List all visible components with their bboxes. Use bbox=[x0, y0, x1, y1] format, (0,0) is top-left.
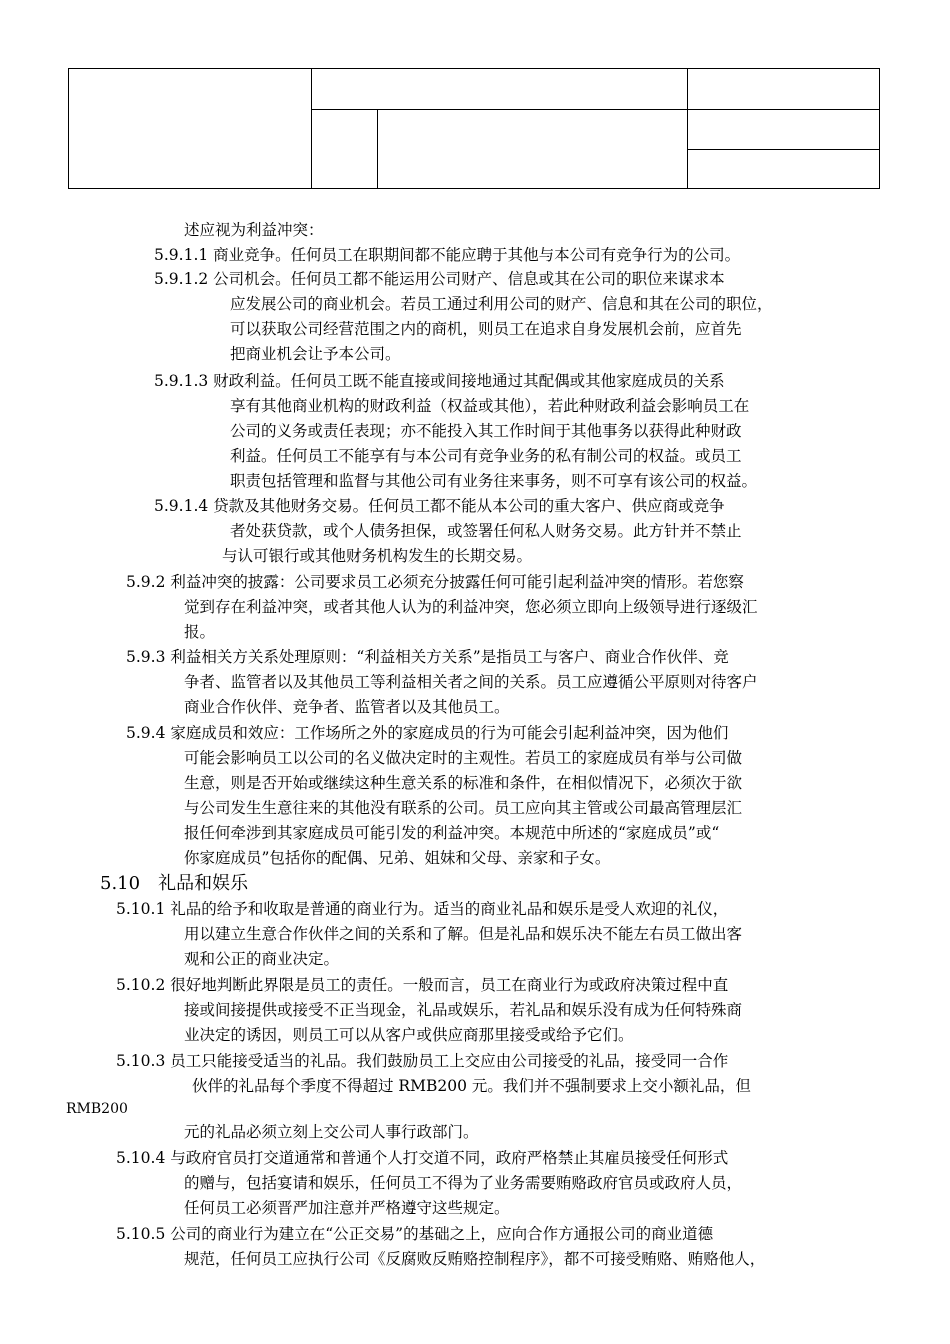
text-line: 觉到存在利益冲突，或者其他人认为的利益冲突，您必须立即向上级领导进行逐级汇 bbox=[184, 598, 758, 616]
text-line: 元的礼品必须立刻上交公司人事行政部门。 bbox=[184, 1123, 479, 1141]
text-line: 5.10.2 很好地判断此界限是员工的责任。一般而言，员工在商业行为或政府决策过程中直 bbox=[116, 976, 729, 994]
text-line: 5.9.1.4 贷款及其他财务交易。任何员工都不能从本公司的重大客户、供应商或竞争 bbox=[154, 497, 725, 515]
text-line: 5.10.4 与政府官员打交道通常和普通个人打交道不同，政府严格禁止其雇员接受任何形式 bbox=[116, 1149, 729, 1167]
text-line: 述应视为利益冲突： bbox=[184, 221, 324, 239]
text-line: 5.10.3 员工只能接受适当的礼品。我们鼓励员工上交应由公司接受的礼品，接受同一合作 bbox=[116, 1052, 729, 1070]
text-line: RMB200 bbox=[66, 1101, 128, 1117]
text-line: 商业合作伙伴、竞争者、监管者以及其他员工。 bbox=[184, 698, 510, 716]
text-line: 生意，则是否开始或继续这种生意关系的标准和条件，在相似情况下，必须次于欲 bbox=[184, 774, 743, 792]
text-line: 观和公正的商业决定。 bbox=[184, 950, 340, 968]
header-table bbox=[68, 68, 880, 189]
text-line: 接或间接提供或接受不正当现金，礼品或娱乐，若礼品和娱乐没有成为任何特殊商 bbox=[184, 1001, 743, 1019]
table-divider bbox=[687, 149, 879, 150]
text-line: 的赠与，包括宴请和娱乐，任何员工不得为了业务需要贿赂政府官员或政府人员， bbox=[184, 1174, 743, 1192]
text-line: 享有其他商业机构的财政利益（权益或其他），若此种财政利益会影响员工在 bbox=[230, 397, 750, 415]
text-line: 5.10.1 礼品的给予和收取是普通的商业行为。适当的商业礼品和娱乐是受人欢迎的礼仪， bbox=[116, 900, 729, 918]
text-line: 利益。任何员工不能享有与本公司有竞争业务的私有制公司的权益。或员工 bbox=[230, 447, 742, 465]
text-line: 者处获贷款，或个人债务担保，或签署任何私人财务交易。此方针并不禁止 bbox=[230, 522, 742, 540]
text-line: 公司的义务或责任表现；亦不能投入其工作时间于其他事务以获得此种财政 bbox=[230, 422, 742, 440]
text-line: 5.9.4 家庭成员和效应：工作场所之外的家庭成员的行为可能会引起利益冲突，因为他们 bbox=[126, 724, 729, 742]
table-divider bbox=[311, 109, 879, 110]
text-line: 5.10.5 公司的商业行为建立在“公正交易”的基础之上，应向合作方通报公司的商业道德 bbox=[116, 1225, 714, 1243]
text-line: 可以获取公司经营范围之内的商机，则员工在追求自身发展机会前，应首先 bbox=[230, 320, 742, 338]
text-line: 报。 bbox=[184, 623, 216, 641]
text-line: 你家庭成员”包括你的配偶、兄弟、姐妹和父母、亲家和子女。 bbox=[184, 849, 611, 867]
text-line: 职责包括管理和监督与其他公司有业务往来事务，则不可享有该公司的权益。 bbox=[230, 472, 758, 490]
table-divider bbox=[687, 69, 688, 188]
text-line: 规范，任何员工应执行公司《反腐败反贿赂控制程序》，都不可接受贿赂、贿赂他人， bbox=[184, 1250, 766, 1268]
section-heading: 5.10 礼品和娱乐 bbox=[100, 873, 249, 894]
table-divider bbox=[377, 109, 378, 188]
text-line: 用以建立生意合作伙伴之间的关系和了解。但是礼品和娱乐决不能左右员工做出客 bbox=[184, 925, 743, 943]
text-line: 5.9.1.2 公司机会。任何员工都不能运用公司财产、信息或其在公司的职位来谋求本 bbox=[154, 270, 725, 288]
text-line: 伙伴的礼品每个季度不得超过 RMB200 元。我们并不强制要求上交小额礼品，但 bbox=[192, 1077, 751, 1095]
text-line: 5.9.1.1 商业竞争。任何员工在职期间都不能应聘于其他与本公司有竞争行为的公司。 bbox=[154, 246, 741, 264]
text-line: 报任何牵涉到其家庭成员可能引发的利益冲突。本规范中所述的“家庭成员”或“ bbox=[184, 824, 720, 842]
text-line: 与公司发生生意往来的其他没有联系的公司。员工应向其主管或公司最高管理层汇 bbox=[184, 799, 743, 817]
text-line: 争者、监管者以及其他员工等利益相关者之间的关系。员工应遵循公平原则对待客户 bbox=[184, 673, 758, 691]
text-line: 业决定的诱因，则员工可以从客户或供应商那里接受或给予它们。 bbox=[184, 1026, 634, 1044]
text-line: 可能会影响员工以公司的名义做决定时的主观性。若员工的家庭成员有举与公司做 bbox=[184, 749, 743, 767]
text-line: 应发展公司的商业机会。若员工通过利用公司的财产、信息和其在公司的职位， bbox=[230, 295, 773, 313]
text-line: 5.9.2 利益冲突的披露：公司要求员工必须充分披露任何可能引起利益冲突的情形。若您察 bbox=[126, 573, 744, 591]
text-line: 5.9.1.3 财政利益。任何员工既不能直接或间接地通过其配偶或其他家庭成员的关系 bbox=[154, 372, 725, 390]
text-line: 任何员工必须晋严加注意并严格遵守这些规定。 bbox=[184, 1199, 510, 1217]
text-line: 把商业机会让予本公司。 bbox=[230, 345, 401, 363]
text-line: 与认可银行或其他财务机构发生的长期交易。 bbox=[222, 547, 533, 565]
table-divider bbox=[311, 69, 312, 188]
text-line: 5.9.3 利益相关方关系处理原则：“利益相关方关系”是指员工与客户、商业合作伙伴、竞 bbox=[126, 648, 729, 666]
